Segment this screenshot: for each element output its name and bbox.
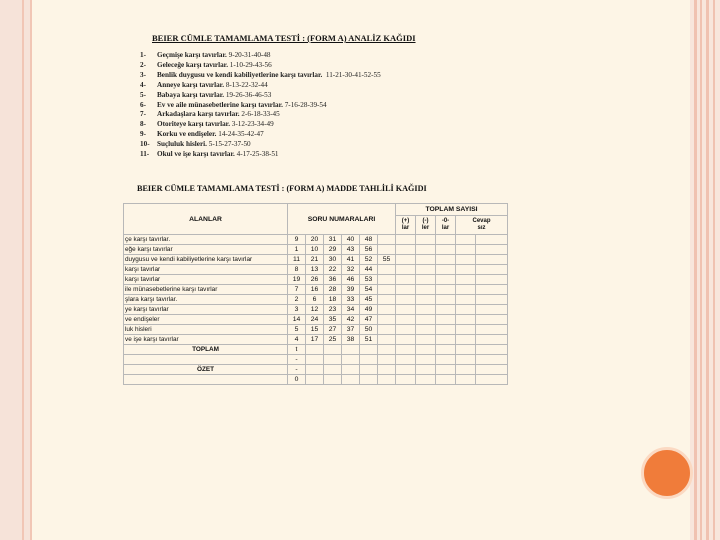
empty-cell xyxy=(456,355,476,365)
area-cell: ve endişeler xyxy=(124,315,288,325)
total-cell xyxy=(396,295,416,305)
total-cell xyxy=(416,245,436,255)
empty-cell xyxy=(378,375,396,385)
empty-cell xyxy=(306,365,324,375)
item-number-cell: 27 xyxy=(324,325,342,335)
empty-cell xyxy=(456,345,476,355)
total-cell xyxy=(436,325,456,335)
summary-label: TOPLAM xyxy=(124,345,288,355)
total-cell xyxy=(396,245,416,255)
table-row xyxy=(124,305,508,315)
table-row xyxy=(124,325,508,335)
total-cell xyxy=(436,275,456,285)
empty-cell xyxy=(378,355,396,365)
list-item: 3- Benlik duygusu ve kendi kabiliyetlerine karşı tavırlar. 11-21-30-41-52-55 xyxy=(140,70,381,79)
no-answer-header: Cevap sız xyxy=(456,216,508,235)
total-cell xyxy=(416,285,436,295)
list-item: 6- Ev ve aile münasebetlerine karşı tavırlar. 7-16-28-39-54 xyxy=(140,100,327,109)
item-number-cell: 21 xyxy=(306,255,324,265)
item-number-cell: 56 xyxy=(360,245,378,255)
item-number-cell xyxy=(378,315,396,325)
item-number-cell: 3 xyxy=(288,305,306,315)
total-cell xyxy=(476,315,508,325)
total-cell xyxy=(396,235,416,245)
item-number-cell xyxy=(378,335,396,345)
table-row xyxy=(124,245,508,255)
area-cell: eğe karşı tavırlar xyxy=(124,245,288,255)
item-number-cell: 42 xyxy=(342,315,360,325)
item-number-cell: 4 xyxy=(288,335,306,345)
list-item: 7- Arkadaşlara karşı tavırlar. 2-6-18-33-45 xyxy=(140,110,280,119)
item-number-cell: 50 xyxy=(360,325,378,335)
item-number-cell: 16 xyxy=(306,285,324,295)
area-cell: karşı tavırlar xyxy=(124,275,288,285)
item-number-cell: 39 xyxy=(342,285,360,295)
summary-mark: - xyxy=(288,355,306,365)
empty-cell xyxy=(456,365,476,375)
table-row xyxy=(124,255,508,265)
total-cell xyxy=(396,335,416,345)
item-number-cell: 49 xyxy=(360,305,378,315)
summary-label: ÖZET xyxy=(124,365,288,375)
score-table xyxy=(123,203,508,385)
item-number-cell xyxy=(378,275,396,285)
item-number-cell: 38 xyxy=(342,335,360,345)
total-cell xyxy=(456,335,476,345)
summary-label xyxy=(124,355,288,365)
empty-cell xyxy=(416,375,436,385)
analysis-title: BEIER CÜMLE TAMAMLAMA TESTİ : (FORM A) ANALİZ KAĞIDI xyxy=(152,33,416,43)
item-number-cell xyxy=(378,305,396,315)
empty-cell xyxy=(456,375,476,385)
zero-header: -0- lar xyxy=(436,216,456,235)
total-cell xyxy=(436,335,456,345)
item-number-cell: 54 xyxy=(360,285,378,295)
total-cell xyxy=(476,295,508,305)
total-cell xyxy=(436,235,456,245)
score-sheet-title: BEIER CÜMLE TAMAMLAMA TESTİ : (FORM A) MADDE TAHLİLİ KAĞIDI xyxy=(137,184,427,193)
total-cell xyxy=(436,255,456,265)
item-number-cell: 46 xyxy=(342,275,360,285)
item-number-cell xyxy=(378,235,396,245)
empty-cell xyxy=(416,345,436,355)
item-number-cell xyxy=(378,285,396,295)
empty-cell xyxy=(306,345,324,355)
item-number-cell xyxy=(378,325,396,335)
total-cell xyxy=(416,295,436,305)
item-number-cell: 33 xyxy=(342,295,360,305)
total-cell xyxy=(396,315,416,325)
total-cell xyxy=(436,265,456,275)
empty-cell xyxy=(306,355,324,365)
total-cell xyxy=(476,305,508,315)
item-number-cell: 17 xyxy=(306,335,324,345)
item-number-cell: 13 xyxy=(306,265,324,275)
item-number-cell: 6 xyxy=(306,295,324,305)
empty-cell xyxy=(360,375,378,385)
total-cell xyxy=(456,275,476,285)
area-cell: şlara karşı tavırlar. xyxy=(124,295,288,305)
summary-row xyxy=(124,375,508,385)
total-cell xyxy=(476,285,508,295)
list-item: 10- Suçluluk hisleri. 5-15-27-37-50 xyxy=(140,140,251,149)
area-cell: karşı tavırlar xyxy=(124,265,288,275)
item-number-cell: 36 xyxy=(324,275,342,285)
item-number-cell: 18 xyxy=(324,295,342,305)
item-number-cell: 48 xyxy=(360,235,378,245)
table-row xyxy=(124,265,508,275)
empty-cell xyxy=(360,345,378,355)
orange-circle-decoration xyxy=(641,447,693,499)
summary-row xyxy=(124,355,508,365)
total-cell xyxy=(456,245,476,255)
item-number-cell: 1 xyxy=(288,245,306,255)
total-cell xyxy=(436,245,456,255)
list-item: 5- Babaya karşı tavırlar. 19-26-36-46-53 xyxy=(140,90,272,99)
total-cell xyxy=(456,255,476,265)
table-row xyxy=(124,335,508,345)
item-number-cell: 31 xyxy=(324,235,342,245)
item-number-cell: 8 xyxy=(288,265,306,275)
item-number-cell: 41 xyxy=(342,255,360,265)
item-number-cell: 9 xyxy=(288,235,306,245)
empty-cell xyxy=(342,345,360,355)
empty-cell xyxy=(476,345,508,355)
right-border-decoration xyxy=(690,0,720,540)
item-number-cell: 40 xyxy=(342,235,360,245)
empty-cell xyxy=(396,345,416,355)
empty-cell xyxy=(476,375,508,385)
total-cell xyxy=(396,255,416,265)
empty-cell xyxy=(306,375,324,385)
analysis-list xyxy=(140,51,381,160)
item-number-cell: 47 xyxy=(360,315,378,325)
item-number-cell: 11 xyxy=(288,255,306,265)
empty-cell xyxy=(436,355,456,365)
item-number-cell: 55 xyxy=(378,255,396,265)
plus-header: (+) lar xyxy=(396,216,416,235)
total-cell xyxy=(476,335,508,345)
list-item: 1- Geçmişe karşı tavırlar. 9-20-31-40-48 xyxy=(140,51,271,59)
empty-cell xyxy=(342,355,360,365)
empty-cell xyxy=(396,375,416,385)
item-number-cell: 20 xyxy=(306,235,324,245)
item-number-cell xyxy=(378,265,396,275)
item-number-cell: 34 xyxy=(342,305,360,315)
empty-cell xyxy=(416,355,436,365)
summary-row xyxy=(124,365,508,375)
item-number-cell: 23 xyxy=(324,305,342,315)
total-cell xyxy=(396,325,416,335)
left-border-decoration xyxy=(0,0,32,540)
item-number-cell: 10 xyxy=(306,245,324,255)
total-cell xyxy=(416,265,436,275)
item-number-cell: 30 xyxy=(324,255,342,265)
total-cell xyxy=(456,265,476,275)
empty-cell xyxy=(476,365,508,375)
summary-mark: - xyxy=(288,365,306,375)
item-number-cell: 51 xyxy=(360,335,378,345)
list-item: 11- Okul ve işe karşı tavırlar. 4-17-25-38-51 xyxy=(140,150,279,159)
empty-cell xyxy=(396,365,416,375)
total-cell xyxy=(456,315,476,325)
total-cell xyxy=(476,275,508,285)
total-cell xyxy=(416,235,436,245)
total-cell xyxy=(416,325,436,335)
total-cell xyxy=(396,275,416,285)
item-number-cell: 25 xyxy=(324,335,342,345)
item-number-cell: 19 xyxy=(288,275,306,285)
empty-cell xyxy=(476,355,508,365)
total-cell xyxy=(476,235,508,245)
total-cell xyxy=(416,305,436,315)
area-cell: duygusu ve kendi kabiliyetlerine karşı tavırlar xyxy=(124,255,288,265)
item-number-cell: 45 xyxy=(360,295,378,305)
numbers-header: SORU NUMARALARI xyxy=(288,204,396,235)
areas-header: ALANLAR xyxy=(124,204,288,235)
empty-cell xyxy=(342,375,360,385)
empty-cell xyxy=(416,365,436,375)
item-number-cell: 26 xyxy=(306,275,324,285)
total-cell xyxy=(416,335,436,345)
item-number-cell: 14 xyxy=(288,315,306,325)
item-number-cell: 32 xyxy=(342,265,360,275)
item-number-cell xyxy=(378,295,396,305)
area-cell: luk hisleri xyxy=(124,325,288,335)
empty-cell xyxy=(324,375,342,385)
empty-cell xyxy=(436,365,456,375)
area-cell: çe karşı tavırlar. xyxy=(124,235,288,245)
total-cell xyxy=(456,235,476,245)
empty-cell xyxy=(360,365,378,375)
total-cell xyxy=(396,285,416,295)
total-cell xyxy=(436,295,456,305)
empty-cell xyxy=(342,365,360,375)
empty-cell xyxy=(436,345,456,355)
total-cell xyxy=(436,305,456,315)
total-cell xyxy=(456,325,476,335)
total-cell xyxy=(436,285,456,295)
summary-mark: 0 xyxy=(288,375,306,385)
item-number-cell: 35 xyxy=(324,315,342,325)
item-number-cell: 52 xyxy=(360,255,378,265)
total-cell xyxy=(396,265,416,275)
empty-cell xyxy=(324,355,342,365)
table-row xyxy=(124,235,508,245)
item-number-cell xyxy=(378,245,396,255)
empty-cell xyxy=(324,365,342,375)
empty-cell xyxy=(360,355,378,365)
item-number-cell: 44 xyxy=(360,265,378,275)
item-number-cell: 24 xyxy=(306,315,324,325)
total-cell xyxy=(416,255,436,265)
summary-row xyxy=(124,345,508,355)
item-number-cell: 37 xyxy=(342,325,360,335)
total-cell xyxy=(436,315,456,325)
area-cell: ve işe karşı tavırlar xyxy=(124,335,288,345)
total-cell xyxy=(456,295,476,305)
list-item: 4- Anneye karşı tavırlar. 8-13-22-32-44 xyxy=(140,80,268,89)
item-number-cell: 53 xyxy=(360,275,378,285)
total-header: TOPLAM SAYISI xyxy=(396,204,508,216)
list-item: 9- Korku ve endişeler. 14-24-35-42-47 xyxy=(140,130,264,139)
area-cell: ile münasebetlerine karşı tavırlar xyxy=(124,285,288,295)
total-cell xyxy=(416,275,436,285)
total-cell xyxy=(416,315,436,325)
empty-cell xyxy=(396,355,416,365)
table-row xyxy=(124,315,508,325)
empty-cell xyxy=(324,345,342,355)
item-number-cell: 22 xyxy=(324,265,342,275)
table-row xyxy=(124,285,508,295)
empty-cell xyxy=(378,365,396,375)
header-row-1 xyxy=(124,204,508,216)
total-cell xyxy=(456,305,476,315)
summary-mark: t xyxy=(288,345,306,355)
empty-cell xyxy=(436,375,456,385)
empty-cell xyxy=(378,345,396,355)
item-number-cell: 15 xyxy=(306,325,324,335)
item-number-cell: 2 xyxy=(288,295,306,305)
total-cell xyxy=(476,325,508,335)
item-number-cell: 43 xyxy=(342,245,360,255)
area-cell: ye karşı tavırlar xyxy=(124,305,288,315)
item-number-cell: 12 xyxy=(306,305,324,315)
total-cell xyxy=(476,245,508,255)
list-item: 8- Otoriteye karşı tavırlar. 3-12-23-34-49 xyxy=(140,120,274,129)
item-number-cell: 29 xyxy=(324,245,342,255)
total-cell xyxy=(456,285,476,295)
table-row xyxy=(124,275,508,285)
total-cell xyxy=(396,305,416,315)
item-number-cell: 5 xyxy=(288,325,306,335)
item-number-cell: 7 xyxy=(288,285,306,295)
total-cell xyxy=(476,265,508,275)
total-cell xyxy=(476,255,508,265)
minus-header: (-) ler xyxy=(416,216,436,235)
table-row xyxy=(124,295,508,305)
summary-label xyxy=(124,375,288,385)
item-number-cell: 28 xyxy=(324,285,342,295)
list-item: 2- Geleceğe karşı tavırlar. 1-10-29-43-56 xyxy=(140,60,272,69)
